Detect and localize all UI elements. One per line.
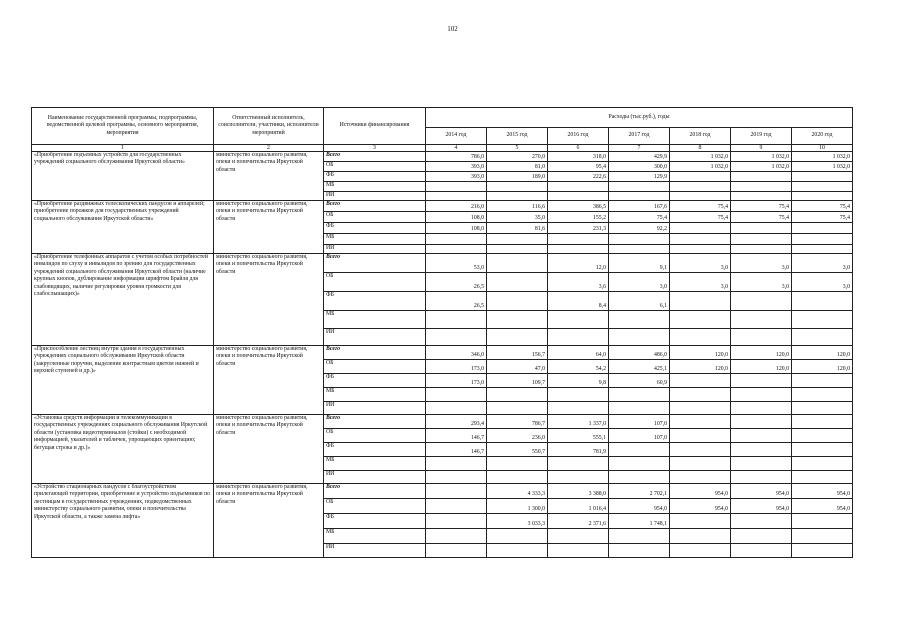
amount-cell bbox=[731, 457, 792, 471]
amount-cell: 26,5 bbox=[426, 292, 487, 311]
amount-cell: 1 032,0 bbox=[792, 162, 853, 172]
amount-cell bbox=[731, 329, 792, 346]
activity-name: «Приобретение раздвижных телескопических пандусов и аппарелей; приобретение порожков для государственных учреждений социального обслуживания Иркутской области» bbox=[32, 201, 214, 254]
header-source: Источники финансирования bbox=[324, 108, 426, 145]
amount-cell: 75,4 bbox=[670, 201, 731, 212]
funding-source: ФБ bbox=[324, 374, 426, 388]
amount-cell: 1 337,0 bbox=[548, 415, 609, 429]
amount-cell bbox=[487, 402, 548, 415]
amount-cell: 954,0 bbox=[792, 499, 853, 514]
amount-cell bbox=[609, 245, 670, 254]
amount-cell: 120,0 bbox=[670, 360, 731, 374]
funding-source: ФБ bbox=[324, 514, 426, 529]
table-row bbox=[32, 152, 853, 162]
amount-cell: 81,6 bbox=[487, 223, 548, 234]
funding-source: ФБ bbox=[324, 172, 426, 182]
amount-cell: 2 702,1 bbox=[609, 484, 670, 499]
amount-cell bbox=[670, 223, 731, 234]
amount-cell bbox=[670, 514, 731, 529]
amount-cell bbox=[487, 388, 548, 402]
amount-cell bbox=[670, 429, 731, 443]
amount-cell bbox=[792, 457, 853, 471]
amount-cell: 54,2 bbox=[548, 360, 609, 374]
funding-source: Всего bbox=[324, 415, 426, 429]
amount-cell bbox=[609, 234, 670, 245]
amount-cell bbox=[548, 544, 609, 558]
amount-cell: 146,7 bbox=[426, 429, 487, 443]
amount-cell: 6,1 bbox=[609, 292, 670, 311]
activity-name: «Устройство стационарных пандусов с благоустройством прилегающей территории, приобретение и устройство подъемников по лестницам в государственных учреждениях, подведомственных министерству социального развития, опеки и попечительства Иркутской области, а также замена лифта» bbox=[32, 484, 214, 558]
amount-cell: 786,0 bbox=[426, 152, 487, 162]
amount-cell: 75,4 bbox=[731, 201, 792, 212]
amount-cell bbox=[731, 223, 792, 234]
amount-cell bbox=[792, 388, 853, 402]
amount-cell bbox=[426, 192, 487, 201]
amount-cell: 954,0 bbox=[731, 484, 792, 499]
amount-cell bbox=[792, 311, 853, 329]
amount-cell bbox=[731, 402, 792, 415]
amount-cell: 116,6 bbox=[487, 201, 548, 212]
funding-source: ФБ bbox=[324, 292, 426, 311]
amount-cell: 550,7 bbox=[487, 443, 548, 457]
header-year: 2019 год bbox=[731, 128, 792, 145]
executor: министерство социального развития, опеки и попечительства Иркутской области bbox=[214, 201, 324, 254]
amount-cell bbox=[792, 471, 853, 484]
amount-cell: 81,0 bbox=[487, 162, 548, 172]
amount-cell: 107,0 bbox=[609, 429, 670, 443]
amount-cell: 156,7 bbox=[487, 346, 548, 360]
amount-cell bbox=[426, 484, 487, 499]
amount-cell bbox=[731, 311, 792, 329]
amount-cell: 3,0 bbox=[609, 273, 670, 292]
funding-source: ФБ bbox=[324, 223, 426, 234]
header-year: 2018 год bbox=[670, 128, 731, 145]
amount-cell: 64,0 bbox=[548, 346, 609, 360]
funding-source: ОБ bbox=[324, 499, 426, 514]
executor: министерство социального развития, опеки и попечительства Иркутской области bbox=[214, 152, 324, 201]
amount-cell: 1 032,0 bbox=[670, 152, 731, 162]
amount-cell bbox=[670, 529, 731, 544]
amount-cell bbox=[792, 529, 853, 544]
amount-cell: 109,7 bbox=[487, 374, 548, 388]
amount-cell: 954,0 bbox=[609, 499, 670, 514]
amount-cell: 173,0 bbox=[426, 374, 487, 388]
activity-name: «Установка средств информации и телекоммуникации в государственных учреждениях социального обслуживания Иркутской области (установка видеотерминалов (стойки) с необходимой информацией, указателей и табличек, упрощающих ориентацию; бегущая строка и др.)» bbox=[32, 415, 214, 484]
amount-cell bbox=[487, 544, 548, 558]
amount-cell bbox=[731, 471, 792, 484]
amount-cell bbox=[792, 223, 853, 234]
amount-cell: 120,0 bbox=[792, 360, 853, 374]
amount-cell bbox=[792, 429, 853, 443]
amount-cell bbox=[548, 192, 609, 201]
amount-cell: 3,0 bbox=[792, 273, 853, 292]
funding-source: ОБ bbox=[324, 273, 426, 292]
amount-cell bbox=[487, 292, 548, 311]
amount-cell: 3,6 bbox=[548, 273, 609, 292]
amount-cell bbox=[792, 172, 853, 182]
amount-cell bbox=[792, 374, 853, 388]
amount-cell: 120,0 bbox=[792, 346, 853, 360]
amount-cell bbox=[426, 245, 487, 254]
amount-cell bbox=[670, 311, 731, 329]
amount-cell bbox=[426, 514, 487, 529]
amount-cell: 1 748,1 bbox=[609, 514, 670, 529]
header-name: Наименование государственной программы, подпрограммы, ведомственной целевой программы, основного мероприятия, мероприятия bbox=[32, 108, 214, 145]
amount-cell: 386,5 bbox=[548, 201, 609, 212]
amount-cell: 120,0 bbox=[731, 360, 792, 374]
amount-cell bbox=[670, 192, 731, 201]
amount-cell bbox=[609, 471, 670, 484]
amount-cell: 3,0 bbox=[731, 254, 792, 273]
amount-cell: 75,4 bbox=[792, 201, 853, 212]
amount-cell bbox=[731, 514, 792, 529]
column-number: 2 bbox=[214, 145, 324, 152]
column-number: 10 bbox=[792, 145, 853, 152]
amount-cell: 3,0 bbox=[792, 254, 853, 273]
amount-cell bbox=[548, 234, 609, 245]
amount-cell: 393,0 bbox=[426, 172, 487, 182]
amount-cell bbox=[487, 182, 548, 192]
amount-cell bbox=[487, 245, 548, 254]
column-number: 9 bbox=[731, 145, 792, 152]
amount-cell bbox=[792, 514, 853, 529]
amount-cell bbox=[609, 529, 670, 544]
amount-cell bbox=[792, 415, 853, 429]
amount-cell bbox=[609, 457, 670, 471]
amount-cell bbox=[609, 402, 670, 415]
amount-cell bbox=[670, 234, 731, 245]
amount-cell bbox=[426, 471, 487, 484]
amount-cell: 92,2 bbox=[609, 223, 670, 234]
amount-cell: 75,4 bbox=[731, 212, 792, 223]
funding-source: ОБ bbox=[324, 162, 426, 172]
amount-cell bbox=[731, 234, 792, 245]
column-number: 5 bbox=[487, 145, 548, 152]
amount-cell bbox=[426, 499, 487, 514]
amount-cell bbox=[548, 329, 609, 346]
amount-cell bbox=[792, 329, 853, 346]
amount-cell bbox=[670, 471, 731, 484]
amount-cell: 3 033,3 bbox=[487, 514, 548, 529]
amount-cell bbox=[670, 388, 731, 402]
amount-cell: 954,0 bbox=[670, 484, 731, 499]
header-year: 2020 год bbox=[792, 128, 853, 145]
amount-cell: 167,6 bbox=[609, 201, 670, 212]
amount-cell bbox=[731, 172, 792, 182]
funding-source: МБ bbox=[324, 529, 426, 544]
amount-cell: 1 032,0 bbox=[731, 162, 792, 172]
funding-source: Всего bbox=[324, 201, 426, 212]
amount-cell: 120,0 bbox=[731, 346, 792, 360]
funding-source: МБ bbox=[324, 457, 426, 471]
amount-cell: 1 300,0 bbox=[487, 499, 548, 514]
executor: министерство социального развития, опеки и попечительства Иркутской области bbox=[214, 346, 324, 415]
amount-cell bbox=[487, 273, 548, 292]
amount-cell bbox=[487, 529, 548, 544]
executor: министерство социального развития, опеки и попечительства Иркутской области bbox=[214, 484, 324, 558]
amount-cell bbox=[548, 311, 609, 329]
amount-cell bbox=[426, 402, 487, 415]
amount-cell: 429,9 bbox=[609, 152, 670, 162]
table-row bbox=[32, 346, 853, 360]
amount-cell: 425,1 bbox=[609, 360, 670, 374]
table-row bbox=[32, 484, 853, 499]
header-executor: Ответственный исполнитель, соисполнители, участники, исполнители мероприятий bbox=[214, 108, 324, 145]
amount-cell: 346,0 bbox=[426, 346, 487, 360]
header-year: 2015 год bbox=[487, 128, 548, 145]
amount-cell bbox=[548, 388, 609, 402]
amount-cell: 26,5 bbox=[426, 273, 487, 292]
amount-cell: 146,7 bbox=[426, 443, 487, 457]
amount-cell bbox=[548, 182, 609, 192]
amount-cell: 1 032,0 bbox=[670, 162, 731, 172]
amount-cell bbox=[426, 329, 487, 346]
amount-cell: 120,0 bbox=[670, 346, 731, 360]
amount-cell bbox=[792, 443, 853, 457]
amount-cell bbox=[792, 402, 853, 415]
funding-source: ФБ bbox=[324, 443, 426, 457]
amount-cell: 1 016,4 bbox=[548, 499, 609, 514]
amount-cell: 236,0 bbox=[487, 429, 548, 443]
table-row bbox=[32, 254, 853, 273]
amount-cell bbox=[670, 415, 731, 429]
amount-cell bbox=[487, 254, 548, 273]
amount-cell bbox=[731, 374, 792, 388]
column-number: 6 bbox=[548, 145, 609, 152]
amount-cell bbox=[731, 192, 792, 201]
column-number: 1 bbox=[32, 145, 214, 152]
amount-cell bbox=[792, 544, 853, 558]
amount-cell bbox=[548, 245, 609, 254]
amount-cell: 222,6 bbox=[548, 172, 609, 182]
amount-cell bbox=[487, 234, 548, 245]
amount-cell bbox=[731, 429, 792, 443]
financing-table bbox=[31, 107, 853, 558]
amount-cell bbox=[792, 245, 853, 254]
column-number: 8 bbox=[670, 145, 731, 152]
amount-cell bbox=[487, 457, 548, 471]
amount-cell bbox=[548, 471, 609, 484]
amount-cell: 8,4 bbox=[548, 292, 609, 311]
amount-cell: 75,4 bbox=[609, 212, 670, 223]
amount-cell bbox=[670, 457, 731, 471]
amount-cell: 2 371,6 bbox=[548, 514, 609, 529]
column-number: 3 bbox=[324, 145, 426, 152]
header-year: 2016 год bbox=[548, 128, 609, 145]
amount-cell: 129,9 bbox=[609, 172, 670, 182]
amount-cell: 300,0 bbox=[609, 162, 670, 172]
amount-cell: 393,0 bbox=[426, 162, 487, 172]
executor: министерство социального развития, опеки и попечительства Иркутской области bbox=[214, 254, 324, 346]
header-costs: Расходы (тыс.руб.), годы bbox=[426, 108, 853, 128]
activity-name: «Приобретение телефонных аппаратов с учетом особых потребностей инвалидов по слуху и инвалидов по зрению для государственных учреждений социального обслуживания Иркутской области (наличие крупных кнопок, дублирование информации шрифтом Брайля для слабовидящих, наличие регулировки уровня громкости для слабослышащих)» bbox=[32, 254, 214, 346]
amount-cell bbox=[426, 529, 487, 544]
amount-cell bbox=[670, 402, 731, 415]
amount-cell bbox=[792, 192, 853, 201]
amount-cell bbox=[426, 234, 487, 245]
funding-source: ИИ bbox=[324, 471, 426, 484]
amount-cell: 9,8 bbox=[548, 374, 609, 388]
amount-cell bbox=[548, 529, 609, 544]
column-number: 7 bbox=[609, 145, 670, 152]
amount-cell bbox=[670, 374, 731, 388]
amount-cell: 1 032,0 bbox=[731, 152, 792, 162]
amount-cell: 108,0 bbox=[426, 212, 487, 223]
amount-cell bbox=[670, 245, 731, 254]
funding-source: ИИ bbox=[324, 402, 426, 415]
amount-cell bbox=[731, 388, 792, 402]
amount-cell bbox=[609, 544, 670, 558]
amount-cell: 75,4 bbox=[792, 212, 853, 223]
page-number: 102 bbox=[447, 25, 458, 33]
funding-source: ОБ bbox=[324, 360, 426, 374]
executor: министерство социального развития, опеки и попечительства Иркутской области bbox=[214, 415, 324, 484]
amount-cell: 786,7 bbox=[487, 415, 548, 429]
amount-cell bbox=[609, 182, 670, 192]
amount-cell: 318,0 bbox=[548, 152, 609, 162]
amount-cell: 12,0 bbox=[548, 254, 609, 273]
amount-cell bbox=[426, 457, 487, 471]
amount-cell: 954,0 bbox=[670, 499, 731, 514]
amount-cell: 216,0 bbox=[426, 201, 487, 212]
amount-cell bbox=[670, 172, 731, 182]
funding-source: Всего bbox=[324, 254, 426, 273]
amount-cell: 954,0 bbox=[731, 499, 792, 514]
funding-source: МБ bbox=[324, 388, 426, 402]
amount-cell bbox=[609, 388, 670, 402]
amount-cell: 189,0 bbox=[487, 172, 548, 182]
amount-cell bbox=[548, 402, 609, 415]
funding-source: МБ bbox=[324, 311, 426, 329]
table-row bbox=[32, 415, 853, 429]
amount-cell bbox=[670, 443, 731, 457]
amount-cell bbox=[609, 329, 670, 346]
amount-cell: 60,9 bbox=[609, 374, 670, 388]
amount-cell: 75,4 bbox=[670, 212, 731, 223]
amount-cell bbox=[731, 544, 792, 558]
amount-cell bbox=[731, 245, 792, 254]
funding-source: МБ bbox=[324, 182, 426, 192]
funding-source: ИИ bbox=[324, 544, 426, 558]
funding-source: Всего bbox=[324, 152, 426, 162]
column-number: 4 bbox=[426, 145, 487, 152]
funding-source: ИИ bbox=[324, 329, 426, 346]
table-row bbox=[32, 201, 853, 212]
amount-cell bbox=[792, 234, 853, 245]
amount-cell bbox=[487, 329, 548, 346]
amount-cell bbox=[609, 443, 670, 457]
amount-cell bbox=[487, 192, 548, 201]
header-year: 2014 год bbox=[426, 128, 487, 145]
amount-cell bbox=[731, 529, 792, 544]
amount-cell: 1 032,0 bbox=[792, 152, 853, 162]
amount-cell: 4 333,3 bbox=[487, 484, 548, 499]
amount-cell: 9,1 bbox=[609, 254, 670, 273]
amount-cell bbox=[426, 311, 487, 329]
amount-cell bbox=[670, 329, 731, 346]
funding-source: ИИ bbox=[324, 192, 426, 201]
activity-name: «Приспособление лестниц внутри здания в государственных учреждениях социального обслуживания Иркутской области (закругленные поручни, выделение контрастным цветом нижней и верхней ступеней и др.)» bbox=[32, 346, 214, 415]
amount-cell: 486,0 bbox=[609, 346, 670, 360]
funding-source: ИИ bbox=[324, 245, 426, 254]
amount-cell: 3,0 bbox=[670, 254, 731, 273]
amount-cell bbox=[792, 182, 853, 192]
amount-cell bbox=[670, 544, 731, 558]
activity-name: «Приобретение подъемных устройств для государственных учреждений социального обслуживания Иркутской области» bbox=[32, 152, 214, 201]
amount-cell bbox=[731, 415, 792, 429]
amount-cell: 270,0 bbox=[487, 152, 548, 162]
amount-cell bbox=[426, 182, 487, 192]
funding-source: Всего bbox=[324, 346, 426, 360]
amount-cell: 47,0 bbox=[487, 360, 548, 374]
amount-cell bbox=[731, 292, 792, 311]
funding-source: МБ bbox=[324, 234, 426, 245]
amount-cell: 108,0 bbox=[426, 223, 487, 234]
amount-cell: 35,0 bbox=[487, 212, 548, 223]
header-year: 2017 год bbox=[609, 128, 670, 145]
amount-cell bbox=[731, 443, 792, 457]
funding-source: ОБ bbox=[324, 429, 426, 443]
amount-cell: 954,0 bbox=[792, 484, 853, 499]
amount-cell bbox=[670, 292, 731, 311]
amount-cell: 3,0 bbox=[670, 273, 731, 292]
amount-cell bbox=[609, 192, 670, 201]
amount-cell: 3,0 bbox=[731, 273, 792, 292]
funding-source: Всего bbox=[324, 484, 426, 499]
funding-source: ОБ bbox=[324, 212, 426, 223]
amount-cell: 293,4 bbox=[426, 415, 487, 429]
amount-cell bbox=[792, 292, 853, 311]
amount-cell bbox=[731, 182, 792, 192]
amount-cell bbox=[487, 311, 548, 329]
amount-cell: 781,9 bbox=[548, 443, 609, 457]
amount-cell: 155,2 bbox=[548, 212, 609, 223]
amount-cell: 107,0 bbox=[609, 415, 670, 429]
amount-cell bbox=[609, 311, 670, 329]
amount-cell: 173,0 bbox=[426, 360, 487, 374]
amount-cell: 53,0 bbox=[426, 254, 487, 273]
amount-cell: 231,3 bbox=[548, 223, 609, 234]
amount-cell bbox=[670, 182, 731, 192]
amount-cell bbox=[548, 457, 609, 471]
amount-cell: 555,1 bbox=[548, 429, 609, 443]
amount-cell bbox=[426, 388, 487, 402]
amount-cell bbox=[487, 471, 548, 484]
amount-cell: 3 388,0 bbox=[548, 484, 609, 499]
amount-cell bbox=[426, 544, 487, 558]
amount-cell: 95,4 bbox=[548, 162, 609, 172]
